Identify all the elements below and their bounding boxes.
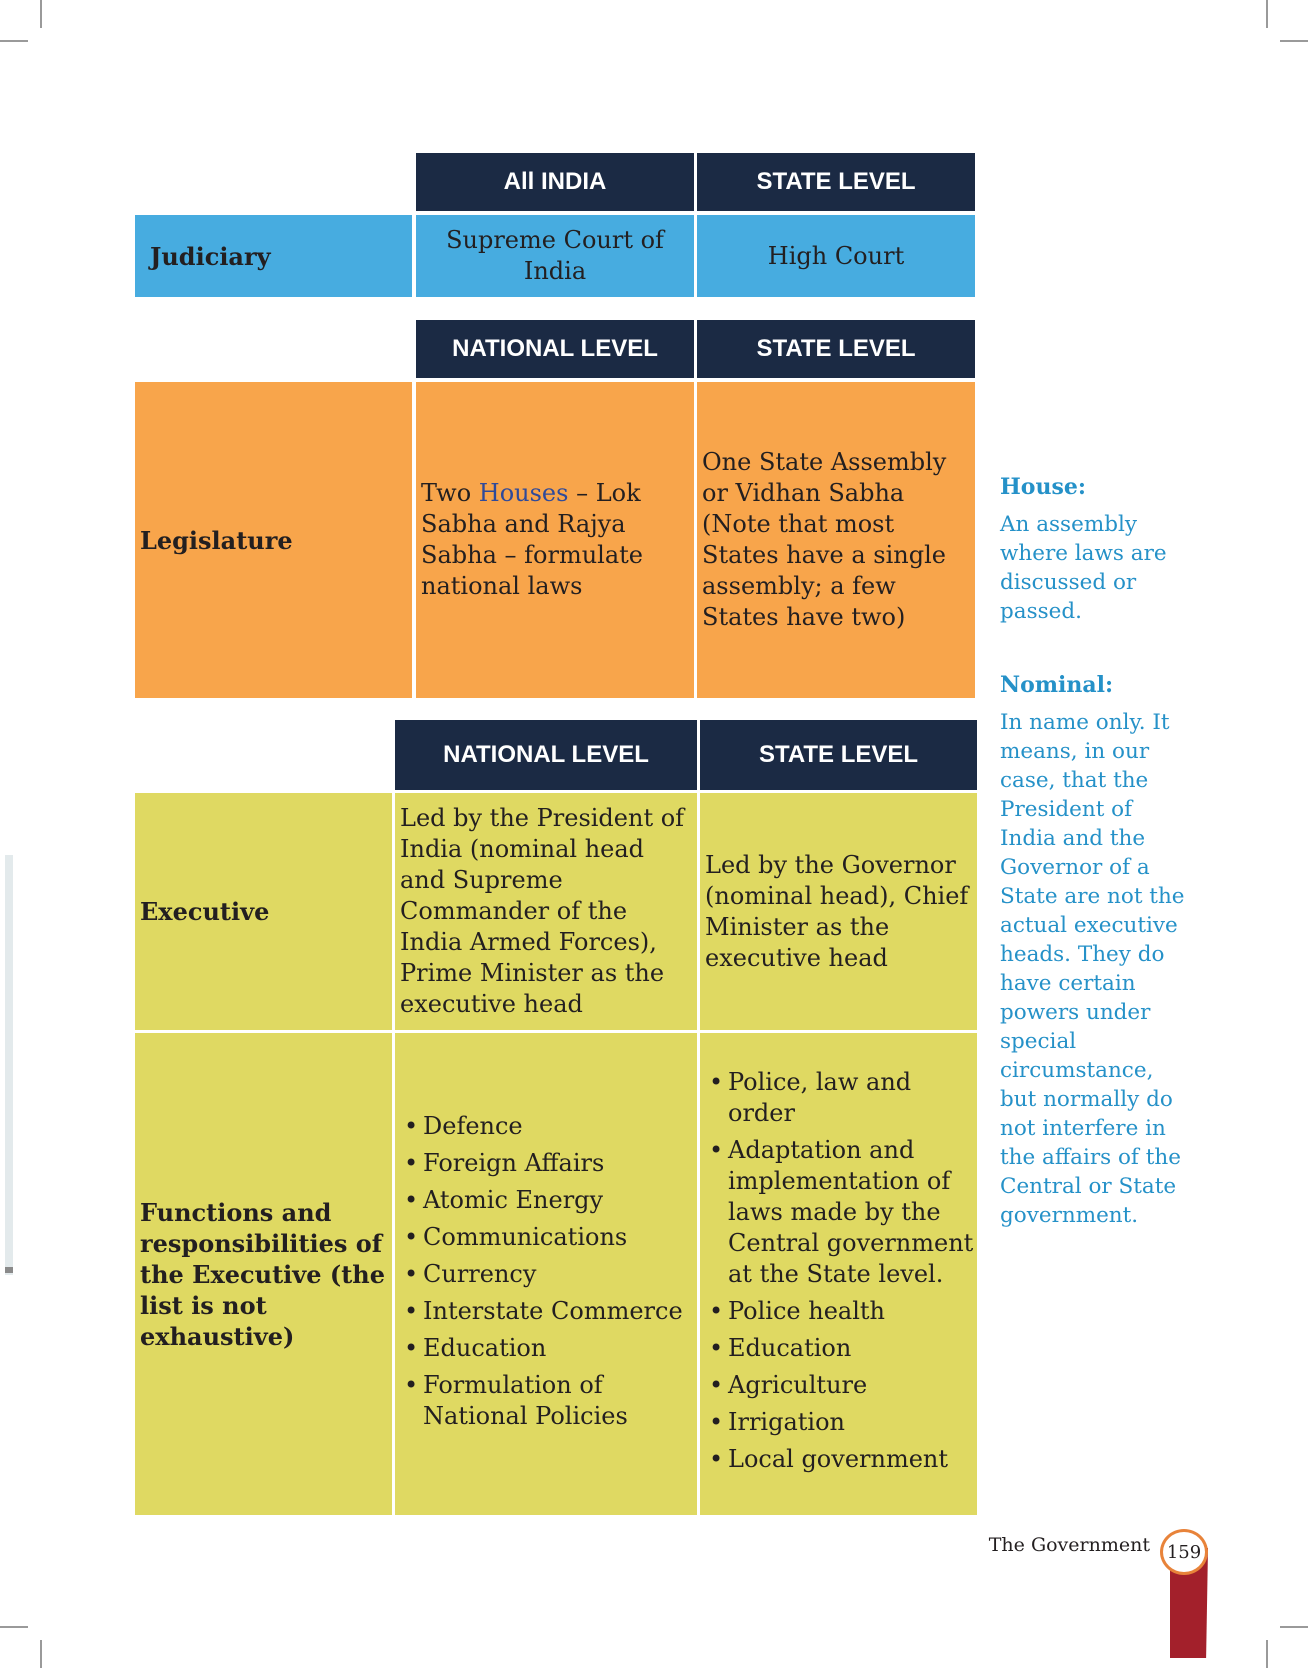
page-edge-strip — [5, 855, 13, 1275]
footer-chapter-title: The Government — [988, 1534, 1150, 1556]
page-edge-mark — [5, 1267, 13, 1273]
judiciary-national: Supreme Court of India — [416, 215, 694, 297]
function-item: • Adaptation and implementation of laws made by the Central government at the State level. — [705, 1135, 977, 1290]
state-functions-cell — [700, 1033, 977, 1515]
legislature-state: One State Assembly or Vidhan Sabha (Note that most States have a single assembly; a few States have two) — [697, 382, 975, 698]
function-item: • Police health — [705, 1296, 977, 1327]
page-number-badge — [1160, 1529, 1208, 1575]
legislature-national-text — [421, 478, 688, 602]
crop-mark — [1266, 1640, 1268, 1668]
function-item: • Foreign Affairs — [400, 1148, 697, 1179]
houses-glossary-term: Houses — [478, 479, 569, 507]
judiciary-label: Judiciary — [135, 215, 412, 297]
legislature-national — [416, 382, 694, 698]
function-item: • Education — [705, 1333, 977, 1364]
glossary-definition: In name only. It means, in our case, that the President of India and the Governor of a State are not the actual executive heads. They do have certain powers under special circumstance, but normally do not interfere in the affairs of the Central or State government. — [1000, 710, 1185, 1228]
function-item: • Atomic Energy — [400, 1185, 697, 1216]
function-item: • Local government — [705, 1444, 977, 1475]
crop-mark — [40, 1640, 42, 1668]
function-item: • Communications — [400, 1222, 697, 1253]
judiciary-state: High Court — [697, 215, 975, 297]
executive-national: Led by the President of India (nominal head and Supreme Commander of the India Armed Forces), Prime Minister as the executive head — [395, 793, 697, 1030]
glossary-definition: An assembly where laws are discussed or passed. — [1000, 512, 1167, 624]
executive-header-national: NATIONAL LEVEL — [395, 720, 697, 790]
function-item: • Agriculture — [705, 1370, 977, 1401]
page-number: 159 — [1166, 1541, 1202, 1563]
glossary-term: Nominal: — [1000, 672, 1114, 698]
function-item: • Formulation of National Policies — [400, 1370, 697, 1432]
crop-mark — [40, 0, 42, 28]
function-item: • Education — [400, 1333, 697, 1364]
function-item: • Police, law and order — [705, 1067, 977, 1129]
judiciary-header-national: All INDIA — [416, 153, 694, 211]
glossary-house — [1000, 474, 1185, 626]
national-functions-cell — [395, 1033, 697, 1515]
function-item: • Irrigation — [705, 1407, 977, 1438]
crop-mark — [0, 40, 28, 42]
state-functions-list — [705, 1067, 977, 1481]
glossary-term: House: — [1000, 474, 1086, 500]
executive-state: Led by the Governor (nominal head), Chief Minister as the executive head — [700, 793, 977, 1030]
crop-mark — [0, 1626, 28, 1628]
legislature-national-suffix: – Lok Sabha and Rajya Sabha – formulate national laws — [421, 479, 643, 600]
functions-label: Functions and responsibilities of the Executive (the list is not exhaustive) — [135, 1033, 392, 1515]
national-functions-list — [400, 1111, 697, 1438]
legislature-label: Legislature — [135, 382, 412, 698]
crop-mark — [1266, 0, 1268, 28]
function-item: • Currency — [400, 1259, 697, 1290]
crop-mark — [1280, 1626, 1308, 1628]
glossary-nominal — [1000, 672, 1185, 1230]
legislature-header-national: NATIONAL LEVEL — [416, 320, 694, 378]
legislature-header-state: STATE LEVEL — [697, 320, 975, 378]
executive-label: Executive — [135, 793, 392, 1030]
function-item: • Defence — [400, 1111, 697, 1142]
judiciary-header-state: STATE LEVEL — [697, 153, 975, 211]
crop-mark — [1280, 40, 1308, 42]
legislature-national-prefix: Two — [421, 479, 479, 507]
function-item: • Interstate Commerce — [400, 1296, 697, 1327]
executive-header-state: STATE LEVEL — [700, 720, 977, 790]
